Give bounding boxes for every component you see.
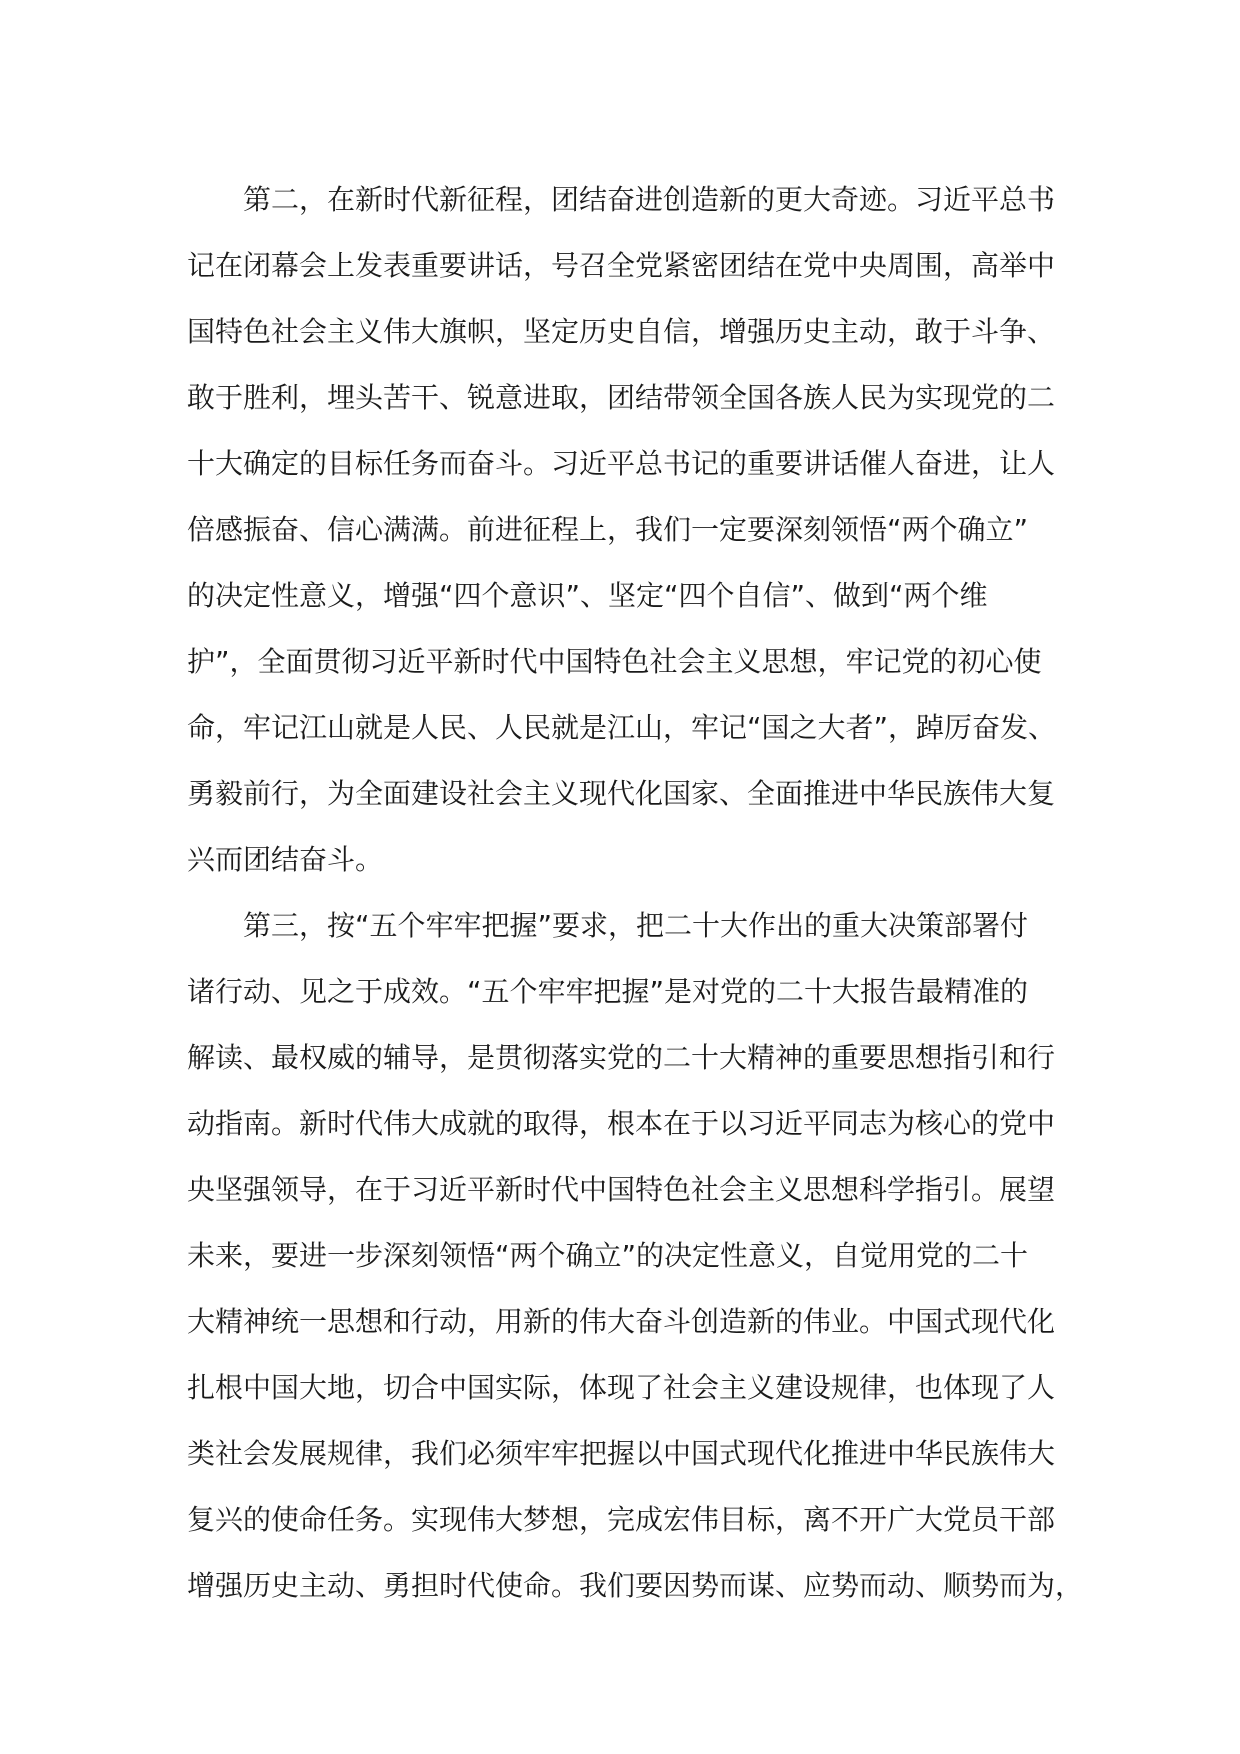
text-line: 护”，全面贯彻习近平新时代中国特色社会主义思想，牢记党的初心使: [187, 645, 1042, 678]
text-line: 倍感振奋、信心满满。前进征程上，我们一定要深刻领悟“两个确立”: [187, 513, 1029, 546]
text-line: 扎根中国大地，切合中国实际，体现了社会主义建设规律，也体现了人: [187, 1371, 1056, 1404]
text-line: 大精神统一思想和行动，用新的伟大奋斗创造新的伟业。中国式现代化: [187, 1305, 1056, 1338]
text-line: 诸行动、见之于成效。“五个牢牢把握”是对党的二十大报告最精准的: [187, 975, 1029, 1008]
text-line: 未来，要进一步深刻领悟“两个确立”的决定性意义，自觉用党的二十: [187, 1239, 1029, 1272]
text-line: 增强历史主动、勇担时代使命。我们要因势而谋、应势而动、顺势而为，: [187, 1569, 1084, 1602]
text-line: 第二，在新时代新征程，团结奋进创造新的更大奇迹。习近平总书: [243, 183, 1056, 216]
text-line: 记在闭幕会上发表重要讲话，号召全党紧密团结在党中央周围，高举中: [187, 249, 1056, 282]
text-line: 的决定性意义，增强“四个意识”、坚定“四个自信”、做到“两个维: [187, 579, 988, 612]
document-body: [187, 167, 1084, 1619]
text-line: 敢于胜利，埋头苦干、锐意进取，团结带领全国各族人民为实现党的二: [187, 381, 1056, 414]
text-line: 解读、最权威的辅导，是贯彻落实党的二十大精神的重要思想指引和行: [187, 1041, 1056, 1074]
text-line: 复兴的使命任务。实现伟大梦想，完成宏伟目标，离不开广大党员干部: [187, 1503, 1056, 1536]
text-line: 类社会发展规律，我们必须牢牢把握以中国式现代化推进中华民族伟大: [187, 1437, 1056, 1470]
text-line: 命，牢记江山就是人民、人民就是江山，牢记“国之大者”，踔厉奋发、: [187, 711, 1057, 744]
text-line: 兴而团结奋斗。: [187, 843, 384, 876]
text-line: 第三，按“五个牢牢把握”要求，把二十大作出的重大决策部署付: [243, 909, 1029, 942]
text-line: 十大确定的目标任务而奋斗。习近平总书记的重要讲话催人奋进，让人: [187, 447, 1056, 480]
text-line: 勇毅前行，为全面建设社会主义现代化国家、全面推进中华民族伟大复: [187, 777, 1056, 810]
paragraph-2: [187, 893, 1084, 1619]
paragraph-1: [187, 167, 1057, 893]
text-line: 国特色社会主义伟大旗帜，坚定历史自信，增强历史主动，敢于斗争、: [187, 315, 1056, 348]
text-line: 央坚强领导，在于习近平新时代中国特色社会主义思想科学指引。展望: [187, 1173, 1056, 1206]
text-line: 动指南。新时代伟大成就的取得，根本在于以习近平同志为核心的党中: [187, 1107, 1056, 1140]
